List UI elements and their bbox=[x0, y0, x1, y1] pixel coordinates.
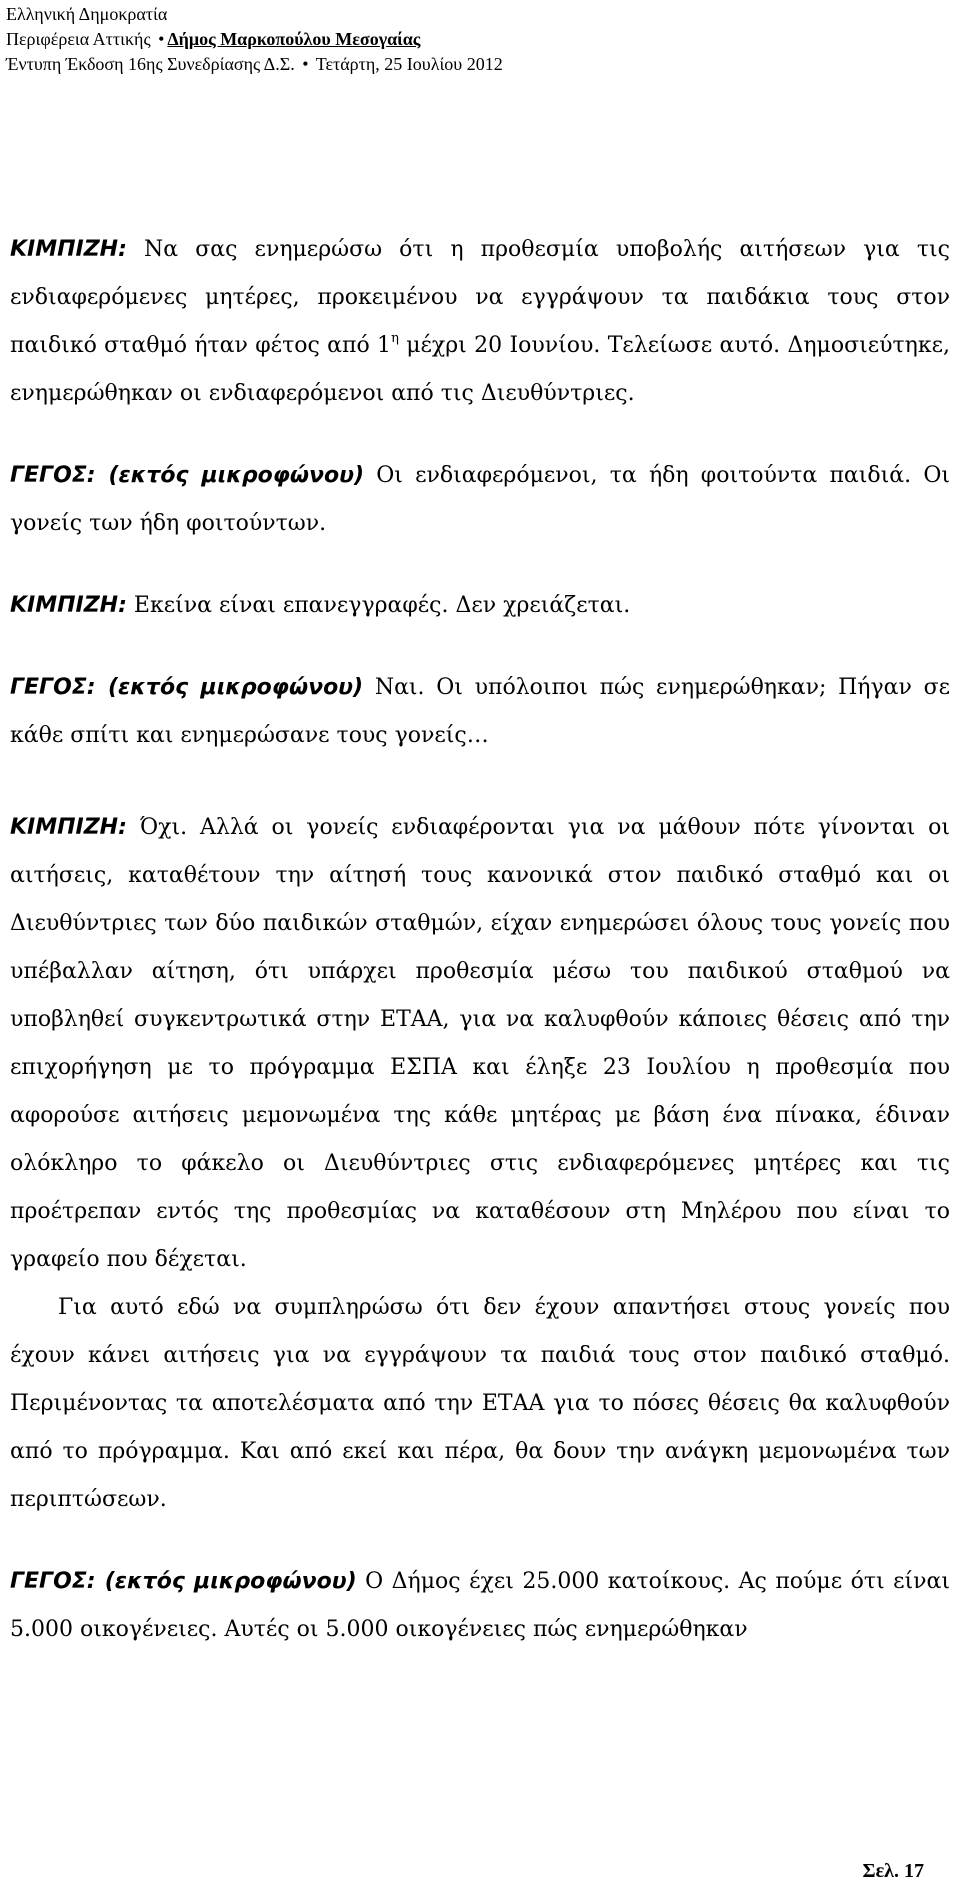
speech-text: Να σας ενημερώσω ότι η προθεσμία υποβολής αιτήσεων για τις ενδιαφερόμενες μητέρες, προκειμένου να εγγράψουν τα παιδάκια τους στον παιδικό σταθμό ήταν φέτος από 1 bbox=[10, 237, 950, 358]
paragraph bbox=[10, 804, 950, 1284]
speech-text: Ναι. Οι υπόλοιποι πώς ενημερώθηκαν; Πήγαν σε κάθε σπίτι και ενημερώσανε τους γονείς… bbox=[10, 675, 950, 748]
speaker-label: ΓΕΓΟΣ: (εκτός μικροφώνου) bbox=[10, 675, 364, 700]
speaker-label: ΓΕΓΟΣ: (εκτός μικροφώνου) bbox=[10, 1569, 357, 1594]
bullet-separator: • bbox=[302, 54, 309, 74]
speech-text: Για αυτό εδώ να συμπληρώσω ότι δεν έχουν απαντήσει στους γονείς που έχουν κάνει αιτήσεις για να εγγράψουν τα παιδιά τους στον παιδικό σταθμό. Περιμένοντας τα αποτελέσματα από την ΕΤΑΑ για το πόσες θέσεις θα καλυφθούν από το πρόγραμμα. Και από εκεί και πέρα, θα δουν την ανάγκη μεμονωμένα των περιπτώσεων. bbox=[10, 1295, 950, 1512]
speaker-label: ΚΙΜΠΙΖΗ: bbox=[10, 593, 127, 618]
paragraph bbox=[10, 582, 950, 630]
speech-text: Ο Δήμος έχει 25.000 κατοίκους. Ας πούμε ότι είναι 5.000 οικογένειες. Αυτές οι 5.000 οικογένειες πώς ενημερώθηκαν bbox=[10, 1569, 951, 1642]
header-municipality: Δήμος Μαρκοπούλου Μεσογαίας bbox=[167, 29, 421, 49]
page-number: Σελ. 17 bbox=[862, 1860, 924, 1882]
paragraph bbox=[10, 452, 950, 548]
transcript-body bbox=[10, 226, 950, 1654]
header-republic: Ελληνική Δημοκρατία bbox=[6, 4, 168, 24]
paragraph bbox=[10, 664, 950, 760]
speech-text: Όχι. Αλλά οι γονείς ενδιαφέρονται για να μάθουν πότε γίνονται οι αιτήσεις, καταθέτουν την αίτησή τους κανονικά στον παιδικό σταθμό και οι Διευθύντριες των δύο παιδικών σταθμών, είχαν ενημερώσει όλους τους γονείς που υπέβαλλαν αίτηση, ότι υπάρχει προθεσμία μέσω του παιδικού σταθμού να υποβληθεί συγκεντρωτικά στην ΕΤΑΑ, για να καλυφθούν κάποιες θέσεις από την επιχορήγηση με το πρόγραμμα ΕΣΠΑ και έληξε 23 Ιουλίου η προθεσμία που αφορούσε αιτήσεις μεμονωμένα της κάθε μητέρας με βάση ένα πίνακα, έδιναν ολόκληρο το φάκελο οι Διευθύντριες στις ενδιαφερόμενες μητέρες και τις προέτρεπαν εντός της προθεσμίας να καταθέσουν στη Μηλέρου που είναι το γραφείο που δέχεται. bbox=[10, 815, 950, 1272]
header-edition-line bbox=[6, 52, 503, 77]
paragraph bbox=[10, 1284, 950, 1524]
speaker-label: ΚΙΜΠΙΖΗ: bbox=[10, 237, 127, 262]
header-edition: Έντυπη Έκδοση 16ης Συνεδρίασης Δ.Σ. bbox=[6, 54, 295, 74]
paragraph bbox=[10, 226, 950, 418]
ordinal-superscript: η bbox=[391, 331, 399, 346]
document-header bbox=[6, 2, 503, 77]
header-date: Τετάρτη, 25 Ιουλίου 2012 bbox=[315, 54, 503, 74]
paragraph bbox=[10, 1558, 950, 1654]
speech-text: μέχρι 20 Ιουνίου. Τελείωσε αυτό. Δημοσιεύτηκε, ενημερώθηκαν οι ενδιαφερόμενοι από τις Διευθύντριες. bbox=[10, 333, 950, 406]
speaker-label: ΓΕΓΟΣ: (εκτός μικροφώνου) bbox=[10, 463, 365, 488]
speech-text: Εκείνα είναι επανεγγραφές. Δεν χρειάζεται. bbox=[126, 593, 631, 618]
speaker-label: ΚΙΜΠΙΖΗ: bbox=[10, 815, 127, 840]
speech-text: Οι ενδιαφερόμενοι, τα ήδη φοιτούντα παιδιά. Οι γονείς των ήδη φοιτούντων. bbox=[10, 463, 950, 536]
header-region-line bbox=[6, 27, 503, 52]
header-region: Περιφέρεια Αττικής bbox=[6, 29, 151, 49]
bullet-separator: • bbox=[158, 29, 165, 49]
